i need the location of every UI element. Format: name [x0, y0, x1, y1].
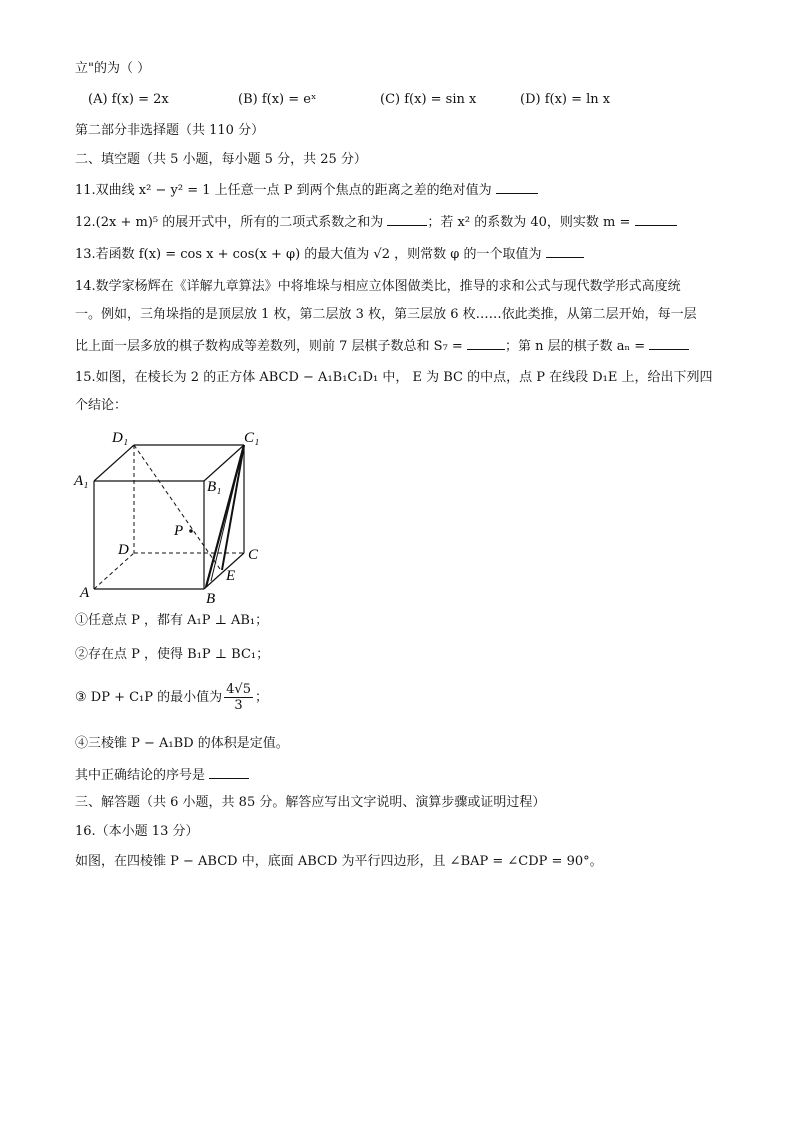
fraction-numerator: 4√5	[226, 682, 251, 697]
point-p	[189, 529, 193, 533]
label-e: E	[226, 568, 236, 584]
question-continuation: 立"的为（ ）	[75, 61, 151, 76]
answer-prompt	[75, 766, 249, 785]
question-16-header: 16.（本小题 13 分）	[75, 824, 199, 839]
question-13-text: 13.若函数 f(x) = cos x + cos(x + φ) 的最大值为 √2 ，则常数 φ 的一个取值为	[75, 247, 542, 262]
question-11-text: 11.双曲线 x² − y² = 1 上任意一点 P 到两个焦点的距离之差的绝对值为	[75, 183, 492, 198]
answer-prompt-text: 其中正确结论的序号是	[75, 768, 206, 783]
option-b: (B) f(x) = eˣ	[238, 92, 317, 107]
label-c1: C₁	[244, 430, 260, 446]
option-c: (C) f(x) = sin x	[380, 92, 477, 107]
segment-d1e	[134, 445, 220, 569]
answer-blank-15	[209, 766, 249, 779]
label-c: C	[248, 547, 259, 563]
segment-c1e	[222, 445, 244, 570]
option-a: (A) f(x) = 2x	[88, 92, 169, 107]
question-12	[75, 213, 677, 232]
edge-ad	[94, 553, 134, 589]
section3-title: 三、解答题（共 6 小题，共 85 分。解答应写出文字说明、演算步骤或证明过程）	[75, 795, 546, 810]
label-a: A	[80, 585, 90, 601]
question-14-line1: 14.数学家杨辉在《详解九章算法》中将堆垛与相应立体图做类比，推导的求和公式与现代数学形式高度统	[75, 279, 681, 294]
conclusion-2: ②存在点 P ，使得 B₁P ⊥ BC₁；	[75, 647, 270, 662]
conclusion-3-end: ；	[254, 690, 268, 705]
option-d: (D) f(x) = ln x	[520, 92, 611, 107]
conclusion-1: ①任意点 P ，都有 A₁P ⊥ AB₁；	[75, 613, 269, 628]
question-16-text: 如图，在四棱锥 P − ABCD 中，底面 ABCD 为平行四边形，且 ∠BAP = ∠CDP = 90°。	[75, 854, 603, 869]
conclusion-3	[75, 682, 268, 713]
answer-blank-12b	[635, 213, 677, 226]
label-p: P	[174, 523, 184, 539]
label-b1: B₁	[207, 479, 222, 495]
question-14-text-b: ；第 n 层的棋子数 aₙ =	[504, 339, 646, 354]
conclusion-4: ④三棱锥 P − A₁BD 的体积是定值。	[75, 736, 289, 751]
section2-title: 二、填空题（共 5 小题，每小题 5 分，共 25 分）	[75, 152, 367, 167]
edge-a1d1	[94, 445, 134, 481]
answer-blank-11	[496, 181, 538, 194]
question-14-line3	[75, 337, 689, 356]
question-13	[75, 245, 584, 264]
question-15-line1: 15.如图，在棱长为 2 的正方体 ABCD − A₁B₁C₁D₁ 中， E 为 BC 的中点，点 P 在线段 D₁E 上，给出下列四	[75, 370, 713, 385]
answer-blank-13	[546, 245, 584, 258]
cube-figure	[72, 425, 272, 609]
part2-title: 第二部分非选择题（共 110 分）	[75, 123, 265, 138]
question-15-line2: 个结论：	[75, 398, 128, 413]
fraction	[224, 682, 253, 713]
label-a1: A₁	[74, 473, 89, 489]
conclusion-3-text: ③ DP + C₁P 的最小值为	[75, 690, 223, 705]
label-b: B	[206, 591, 216, 605]
question-14-text-a: 比上面一层多放的棋子数构成等差数列，则前 7 层棋子数总和 S₇ =	[75, 339, 463, 354]
answer-blank-14b	[649, 337, 689, 350]
question-12-text-a: 12.(2x + m)⁵ 的展开式中，所有的二项式系数之和为	[75, 215, 384, 230]
question-12-text-b: ；若 x² 的系数为 40，则实数 m =	[427, 215, 631, 230]
answer-blank-14a	[467, 337, 505, 350]
label-d1: D₁	[112, 430, 129, 446]
cube-diagram	[72, 425, 272, 605]
question-14-line2: 一。例如，三角垛指的是顶层放 1 枚，第二层放 3 枚，第三层放 6 枚……依此类推，从第二层开始，每一层	[75, 307, 697, 322]
question-11	[75, 181, 538, 200]
label-d: D	[118, 542, 129, 558]
answer-blank-12a	[387, 213, 427, 226]
fraction-denominator: 3	[234, 698, 243, 713]
